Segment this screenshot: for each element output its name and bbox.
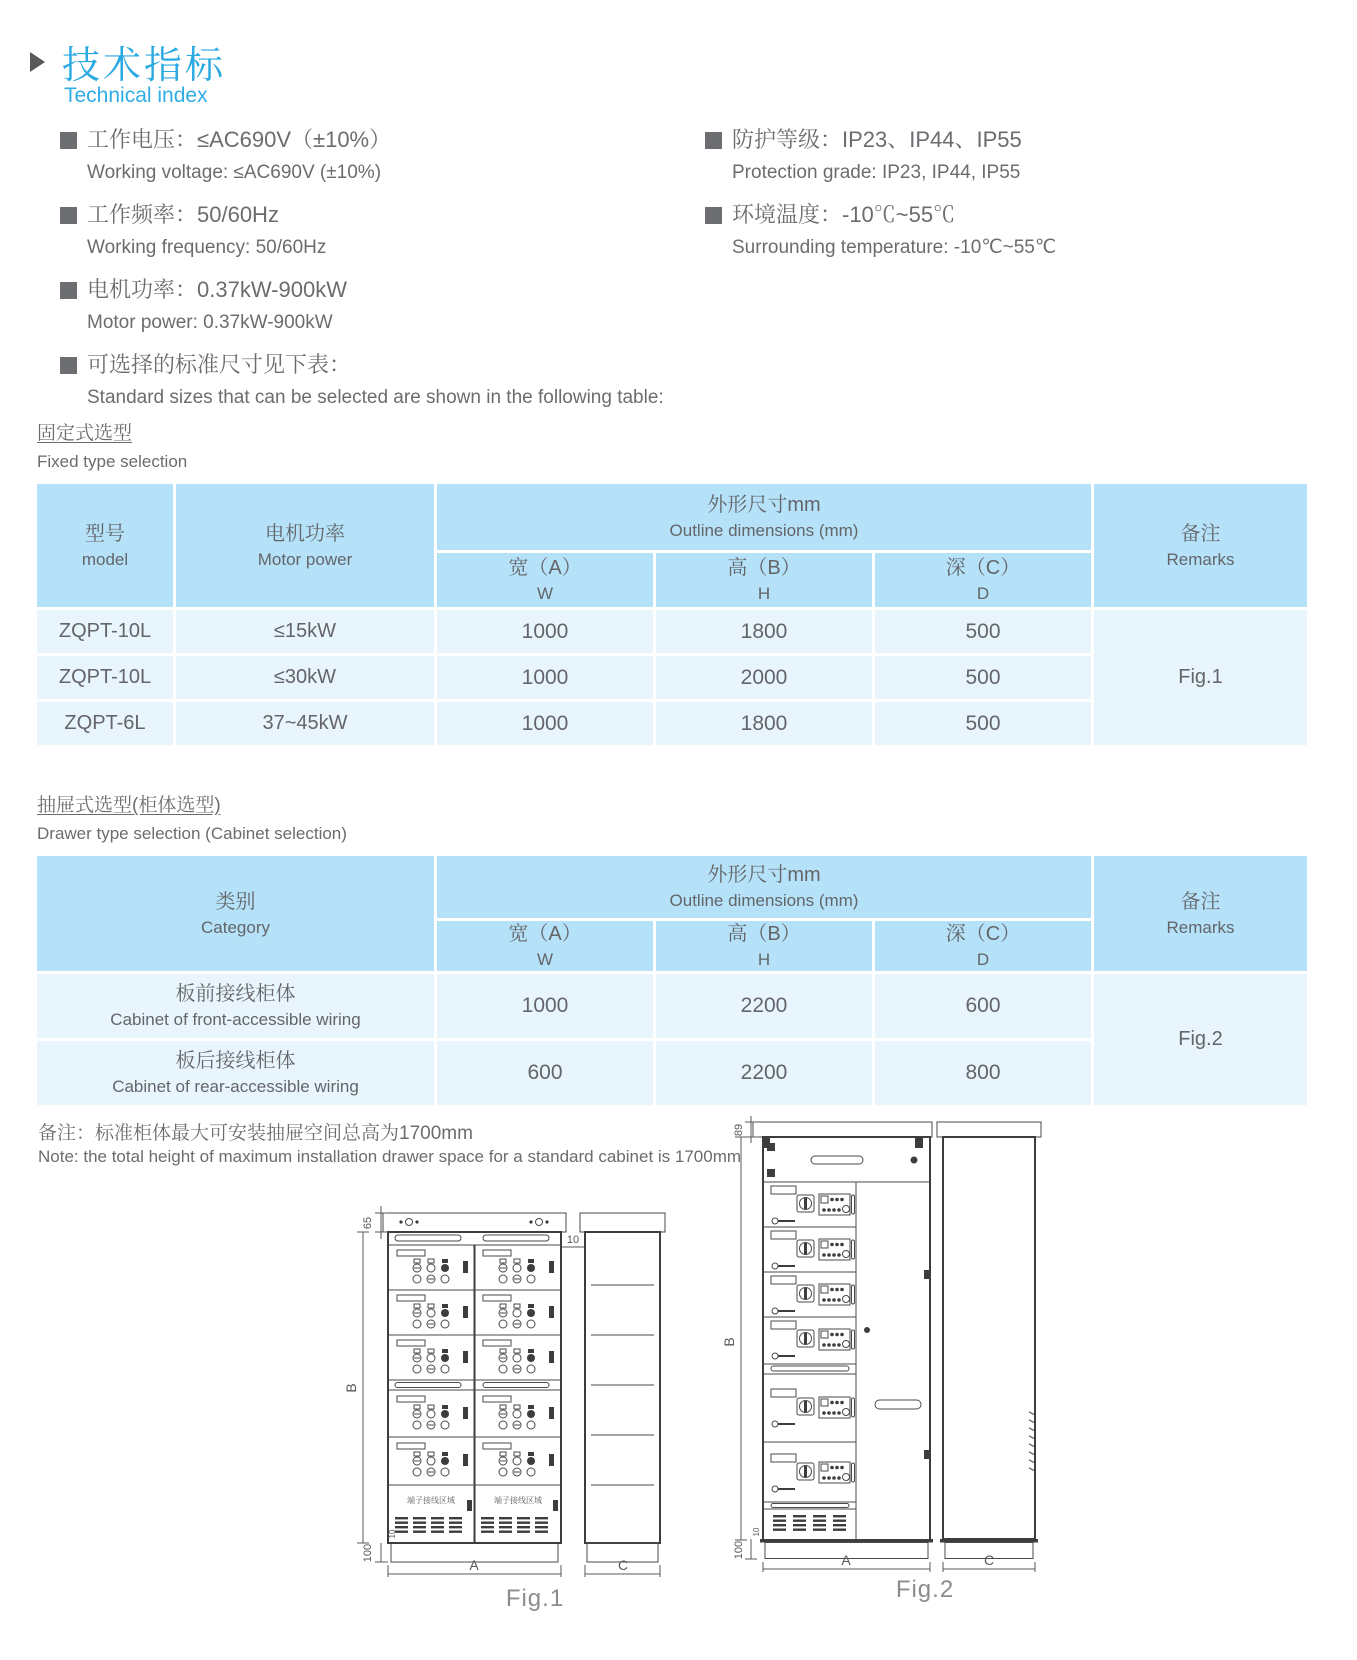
section-label-en: Fixed type selection: [37, 452, 188, 471]
col-header-outline-dimensions: 外形尺寸mm Outline dimensions (mm): [437, 484, 1091, 550]
spec-zh-text: 可选择的标准尺寸见下表：: [87, 352, 352, 377]
fig2-dim-100: 100: [733, 1540, 745, 1560]
fig2-dim-A: A: [841, 1552, 851, 1568]
col-header-remarks: 备注 Remarks: [1094, 484, 1307, 607]
section-label-zh: 固定式选型: [37, 423, 133, 444]
col-header-depth: 深（C） D: [875, 553, 1091, 607]
cell-power: 37~45kW: [176, 702, 434, 745]
fig2-dim-89: 89: [733, 1123, 745, 1137]
spec-zh-text: 工作电压：≤AC690V（±10%）: [87, 127, 392, 152]
cell-model: ZQPT-6L: [37, 702, 173, 745]
cell-depth: 600: [875, 974, 1091, 1038]
cell-depth: 800: [875, 1041, 1091, 1105]
col-header-width: 宽（A） W: [437, 921, 653, 971]
fig2-drawing: [715, 1112, 1055, 1582]
spec-standard-sizes: [60, 349, 705, 412]
section-label-en: Drawer type selection (Cabinet selection): [37, 824, 347, 843]
drawer-table-section-label: [37, 790, 347, 844]
fixed-type-table: [34, 481, 1310, 748]
col-header-width: 宽（A） W: [437, 553, 653, 607]
page-title: 技术指标: [62, 45, 227, 87]
square-bullet-icon: [60, 132, 77, 149]
fig1-caption: Fig.1: [505, 1585, 565, 1612]
fig1-dimensions: [343, 1206, 660, 1577]
fig1-front-view: [383, 1213, 566, 1562]
cell-category: 板后接线柜体 Cabinet of rear-accessible wiring: [37, 1041, 434, 1105]
cell-width: 1000: [437, 974, 653, 1038]
fig2-front-view: [753, 1122, 933, 1559]
square-bullet-icon: [60, 357, 77, 374]
fig1-terminal-label: 端子接线区域: [407, 1496, 455, 1505]
col-header-height: 高（B） H: [656, 553, 872, 607]
cell-remarks-fig1: Fig.1: [1094, 610, 1307, 745]
spec-motor-power: [60, 274, 705, 337]
col-header-motor-power: 电机功率 Motor power: [176, 484, 434, 607]
cell-height: 1800: [656, 702, 872, 745]
col-header-remarks: 备注 Remarks: [1094, 856, 1307, 971]
cell-height: 1800: [656, 610, 872, 653]
page-subtitle: Technical index: [64, 84, 208, 107]
cell-depth: 500: [875, 610, 1091, 653]
spec-en-text: Protection grade: IP23, IP44, IP55: [732, 162, 1021, 183]
page-title-row: [30, 34, 226, 89]
fig2-caption: Fig.2: [895, 1576, 955, 1603]
square-bullet-icon: [705, 132, 722, 149]
fig2-dim-B: B: [721, 1337, 737, 1347]
square-bullet-icon: [60, 282, 77, 299]
cell-height: 2200: [656, 1041, 872, 1105]
fig1-dim-A: A: [469, 1557, 479, 1573]
fig1-dim-B: B: [343, 1383, 359, 1393]
spec-working-frequency: [60, 199, 705, 262]
drawer-type-table: [34, 853, 1310, 1108]
fig2-dim-C: C: [983, 1552, 995, 1568]
cell-width: 600: [437, 1041, 653, 1105]
spec-list: [60, 124, 1330, 424]
fig1-terminal-label: 端子接线区域: [494, 1496, 542, 1505]
fig1-side-view: [580, 1213, 665, 1562]
cell-depth: 500: [875, 702, 1091, 745]
fig1-dim-100: 100: [362, 1543, 374, 1563]
spec-working-voltage: [60, 124, 705, 187]
square-bullet-icon: [60, 207, 77, 224]
cell-power: ≤30kW: [176, 656, 434, 699]
note-en: Note: the total height of maximum installation drawer space for a standard cabinet is 1700mm: [38, 1147, 742, 1166]
fig1-dim-65: 65: [362, 1216, 374, 1230]
spec-en-text: Surrounding temperature: -10℃~55℃: [732, 237, 1057, 258]
col-header-outline-dimensions: 外形尺寸mm Outline dimensions (mm): [437, 856, 1091, 918]
spec-zh-text: 电机功率：0.37kW-900kW: [87, 277, 347, 302]
cell-width: 1000: [437, 702, 653, 745]
cell-width: 1000: [437, 656, 653, 699]
arrow-marker-icon: [30, 52, 45, 72]
spec-zh-text: 工作频率：50/60Hz: [87, 202, 279, 227]
cell-model: ZQPT-10L: [37, 656, 173, 699]
cell-power: ≤15kW: [176, 610, 434, 653]
spec-surrounding-temperature: [705, 199, 1330, 262]
spec-protection-grade: [705, 124, 1330, 187]
fixed-table-section-label: [37, 418, 187, 472]
fig2-side-view: [937, 1122, 1041, 1559]
fig2-dim-10-inner: 10: [752, 1527, 761, 1537]
cell-width: 1000: [437, 610, 653, 653]
cell-height: 2000: [656, 656, 872, 699]
note-zh: 备注：标准柜体最大可安装抽屉空间总高为1700mm: [38, 1123, 473, 1144]
spec-en-text: Working frequency: 50/60Hz: [87, 237, 327, 258]
col-header-category: 类别 Category: [37, 856, 434, 971]
spec-en-text: Motor power: 0.37kW-900kW: [87, 312, 333, 333]
cell-depth: 500: [875, 656, 1091, 699]
col-header-depth: 深（C） D: [875, 921, 1091, 971]
fig2-dimensions: [721, 1116, 1035, 1572]
spec-en-text: Standard sizes that can be selected are shown in the following table:: [87, 387, 664, 408]
cell-remarks-fig2: Fig.2: [1094, 974, 1307, 1105]
fig1-dim-C: C: [617, 1557, 629, 1573]
section-label-zh: 抽屉式选型(柜体选型): [37, 795, 221, 816]
col-header-height: 高（B） H: [656, 921, 872, 971]
cell-category: 板前接线柜体 Cabinet of front-accessible wiring: [37, 974, 434, 1038]
spec-zh-text: 防护等级：IP23、IP44、IP55: [732, 127, 1022, 152]
fig1-drawing: [335, 1145, 675, 1615]
spec-en-text: Working voltage: ≤AC690V (±10%): [87, 162, 382, 183]
spec-column-left: [60, 124, 705, 424]
cell-height: 2200: [656, 974, 872, 1038]
cell-model: ZQPT-10L: [37, 610, 173, 653]
table-row: [37, 974, 1307, 1038]
spec-zh-text: 环境温度：-10℃~55℃: [732, 202, 956, 227]
spec-column-right: [705, 124, 1330, 424]
table-row: [37, 610, 1307, 653]
col-header-model: 型号 model: [37, 484, 173, 607]
square-bullet-icon: [705, 207, 722, 224]
fig1-dim-10-inner: 10: [388, 1529, 397, 1539]
fig1-dim-10: 10: [566, 1234, 580, 1246]
